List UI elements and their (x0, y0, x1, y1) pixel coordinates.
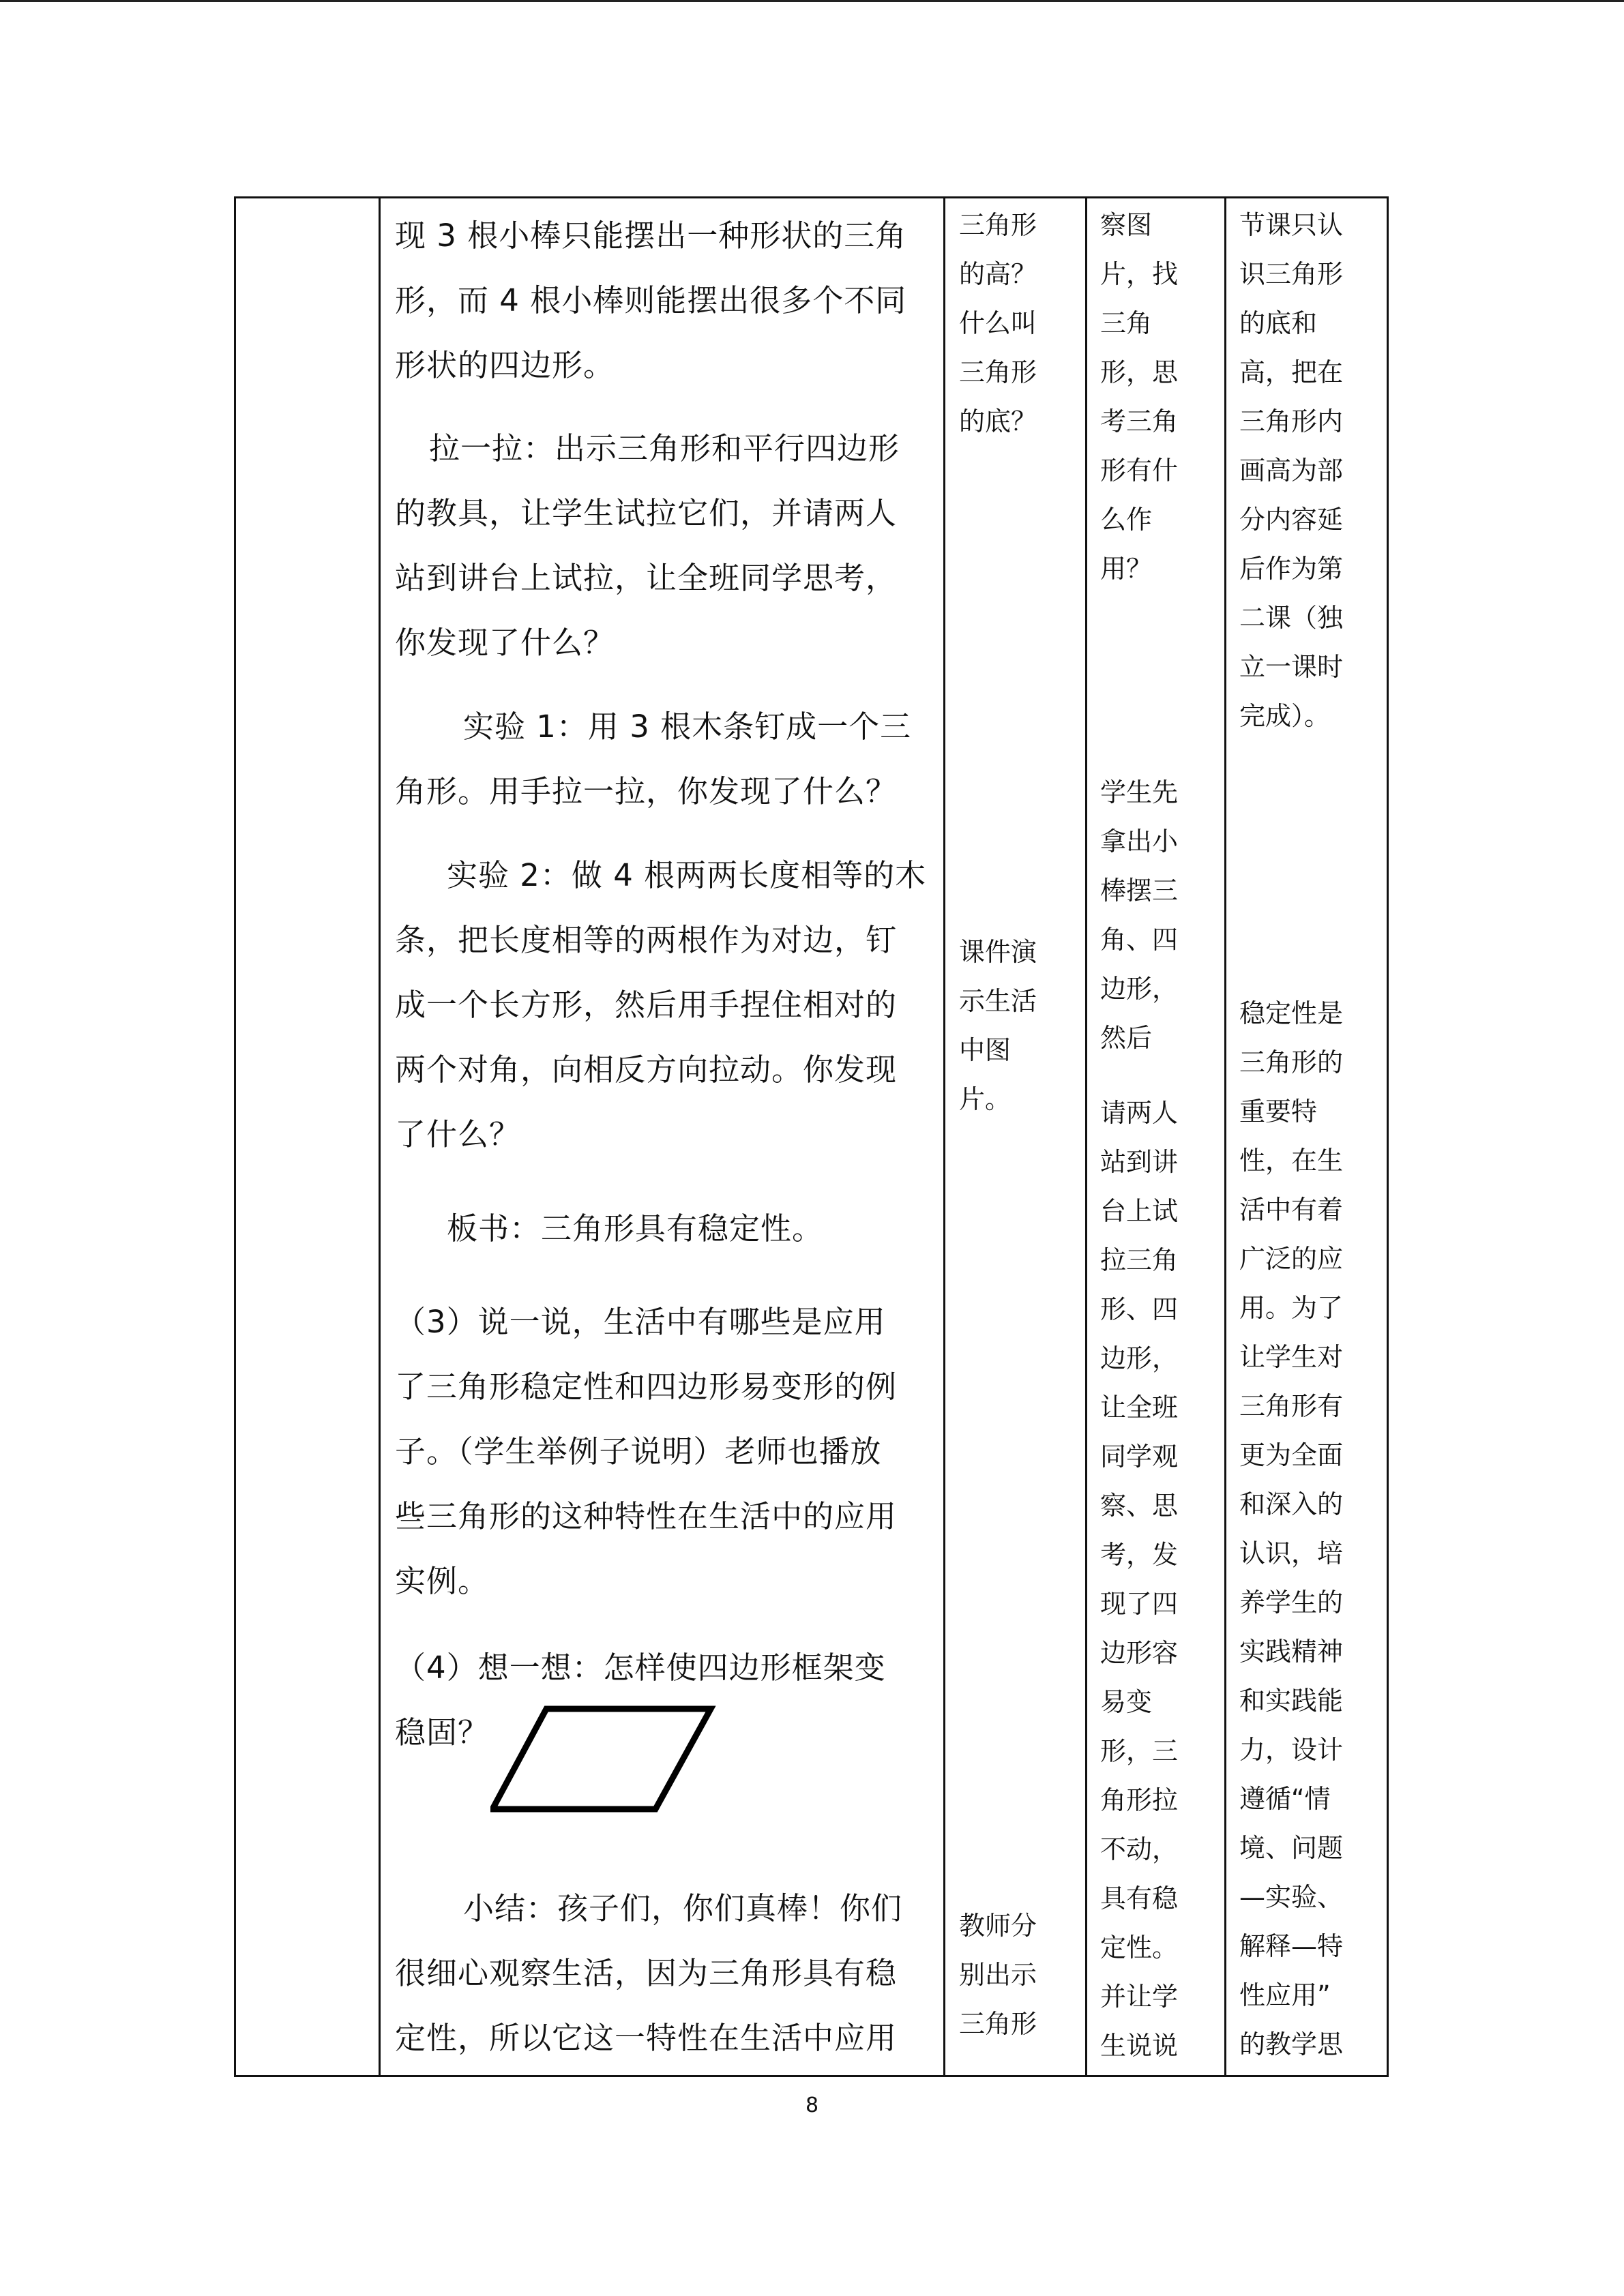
text-line: 并让学 (1100, 1982, 1179, 2012)
text-line: 的教具，让学生试拉它们，并请两人 (395, 495, 898, 531)
text-line: 教师分 (959, 1911, 1037, 1941)
text-line: 棒摆三 (1100, 876, 1179, 906)
text-line: 片，找 (1100, 259, 1179, 289)
text-line: 力，设计 (1239, 1735, 1344, 1765)
text-line: 性应用” (1239, 1980, 1331, 2010)
text-line: 遵循“情 (1239, 1784, 1331, 1814)
text-line: 些三角形的这种特性在生活中的应用 (395, 1498, 898, 1534)
text-line: 边形容 (1100, 1638, 1179, 1668)
page-top-border (0, 0, 1624, 2)
column-divider (943, 196, 945, 2077)
text-line: 角、四 (1100, 925, 1179, 955)
text-line: 实验 2：做 4 根两两长度相等的木 (447, 857, 927, 893)
text-line: 三角形 (959, 2009, 1037, 2039)
text-line: 节课只认 (1239, 210, 1344, 240)
text-line: 形，三 (1100, 1736, 1179, 1766)
text-line: 拉三角 (1100, 1245, 1179, 1275)
text-line: 和实践能 (1239, 1686, 1344, 1716)
text-line: 片。 (959, 1084, 1012, 1114)
text-line: 成一个长方形，然后用手捏住相对的 (395, 987, 898, 1023)
text-line: 三角形 (959, 357, 1037, 387)
text-line: 实践精神 (1239, 1637, 1344, 1667)
text-line: 学生先 (1100, 777, 1179, 807)
text-line: 不动， (1100, 1834, 1179, 1864)
lesson-table (234, 196, 1389, 2077)
page-number: 8 (805, 2093, 819, 2117)
text-line: 么作 (1100, 505, 1153, 535)
text-line: 更为全面 (1239, 1440, 1344, 1470)
text-line: 性，在生 (1239, 1146, 1344, 1176)
text-line: 三角 (1100, 308, 1153, 338)
text-line: 现了四 (1100, 1589, 1179, 1619)
text-line: 解释—特 (1239, 1931, 1344, 1961)
text-line: 广泛的应 (1239, 1244, 1344, 1274)
text-line: 三角形的 (1239, 1047, 1344, 1077)
text-line: 察图 (1100, 210, 1153, 240)
text-line: 让学生对 (1239, 1342, 1344, 1372)
text-line: （3）说一说，生活中有哪些是应用 (395, 1304, 886, 1340)
text-line: 拿出小 (1100, 826, 1179, 856)
text-line: 完成）。 (1239, 701, 1331, 731)
text-line: 条，把长度相等的两根作为对边，钉 (395, 922, 898, 958)
text-line: 生说说 (1100, 2031, 1179, 2061)
text-line: 三角形有 (1239, 1391, 1344, 1421)
text-line: 了什么？ (395, 1116, 521, 1152)
parallelogram-figure (490, 1702, 722, 1817)
text-line: 站到讲 (1100, 1147, 1179, 1177)
text-line: （4）想一想：怎样使四边形框架变 (395, 1650, 886, 1686)
text-line: 边形， (1100, 1343, 1179, 1373)
text-line: 考，发 (1100, 1540, 1179, 1570)
text-line: 别出示 (959, 1960, 1037, 1990)
text-line: 两个对角，向相反方向拉动。你发现 (395, 1052, 898, 1088)
text-line: 实例。 (395, 1563, 490, 1599)
text-line: 角形。用手拉一拉，你发现了什么？ (395, 773, 898, 809)
text-line: 定性。 (1100, 1933, 1179, 1963)
text-line: 稳固？ (395, 1714, 490, 1750)
text-line: 形有什 (1100, 456, 1179, 486)
text-line: 考三角 (1100, 406, 1179, 436)
text-line: 小结：孩子们，你们真棒！你们 (463, 1890, 903, 1926)
column-divider (1387, 196, 1389, 2077)
column-divider (1085, 196, 1087, 2077)
text-line: 三角形内 (1239, 406, 1344, 436)
text-line: 中图 (959, 1035, 1012, 1065)
text-line: 境、问题 (1239, 1833, 1344, 1863)
text-line: 让全班 (1100, 1392, 1179, 1422)
text-line: 子。（学生举例子说明）老师也播放 (395, 1433, 882, 1470)
text-line: 角形拉 (1100, 1785, 1179, 1815)
text-line: 然后 (1100, 1023, 1153, 1053)
text-line: 用？ (1100, 554, 1153, 584)
text-line: 三角形 (959, 210, 1037, 240)
text-line: 的底和 (1239, 308, 1318, 338)
text-line: 拉一拉：出示三角形和平行四边形 (429, 430, 900, 466)
text-line: 和深入的 (1239, 1489, 1344, 1519)
table-cell-stage (236, 196, 379, 2077)
text-line: 重要特 (1239, 1097, 1318, 1127)
text-line: 具有稳 (1100, 1883, 1179, 1913)
text-line: 示生活 (959, 986, 1037, 1016)
column-divider (1224, 196, 1226, 2077)
text-line: 画高为部 (1239, 456, 1344, 486)
text-line: 认识，培 (1239, 1538, 1344, 1568)
text-line: 现 3 根小棒只能摆出一种形状的三角 (395, 218, 907, 254)
text-line: 请两人 (1100, 1098, 1179, 1128)
table-cell-teaching-process (395, 196, 934, 2077)
text-line: 后作为第 (1239, 554, 1344, 584)
table-cell-design-intent (1239, 196, 1384, 2077)
text-line: 什么叫 (959, 308, 1037, 338)
text-line: 稳定性是 (1239, 998, 1344, 1028)
text-line: 的底？ (959, 406, 1037, 436)
text-line: 立一课时 (1239, 652, 1344, 682)
text-line: 高，把在 (1239, 357, 1344, 387)
text-line: 用。为了 (1239, 1293, 1344, 1323)
text-line: 养学生的 (1239, 1587, 1344, 1617)
table-cell-student-activity (1100, 196, 1222, 2077)
text-line: 的高？ (959, 259, 1037, 289)
text-line: 活中有着 (1239, 1195, 1344, 1225)
text-line: 的教学思 (1239, 2029, 1344, 2059)
text-line: 了三角形稳定性和四边形易变形的例 (395, 1369, 898, 1405)
text-line: 台上试 (1100, 1196, 1179, 1226)
text-line: 你发现了什么？ (395, 625, 615, 661)
text-line: 定性，所以它这一特性在生活中应用 (395, 2020, 898, 2056)
text-line: 分内容延 (1239, 505, 1344, 535)
text-line: 形，思 (1100, 357, 1179, 387)
text-line: 同学观 (1100, 1442, 1179, 1472)
text-line: 察、思 (1100, 1491, 1179, 1521)
table-cell-teacher-activity (959, 196, 1082, 2077)
column-divider (379, 196, 381, 2077)
text-line: 边形， (1100, 974, 1179, 1004)
text-line: 很细心观察生活，因为三角形具有稳 (395, 1955, 898, 1991)
text-line: 易变 (1100, 1687, 1153, 1717)
text-line: 实验 1：用 3 根木条钉成一个三 (463, 709, 912, 745)
text-line: 站到讲台上试拉，让全班同学思考， (395, 560, 898, 596)
text-line: 板书：三角形具有稳定性。 (447, 1210, 824, 1247)
text-line: 形，而 4 根小棒则能摆出很多个不同 (395, 282, 907, 318)
text-line: 二课（独 (1239, 603, 1344, 633)
text-line: 识三角形 (1239, 259, 1344, 289)
text-line: 形状的四边形。 (395, 347, 615, 383)
text-line: 形、四 (1100, 1294, 1179, 1324)
text-line: —实验、 (1239, 1882, 1344, 1912)
text-line: 课件演 (959, 937, 1037, 967)
